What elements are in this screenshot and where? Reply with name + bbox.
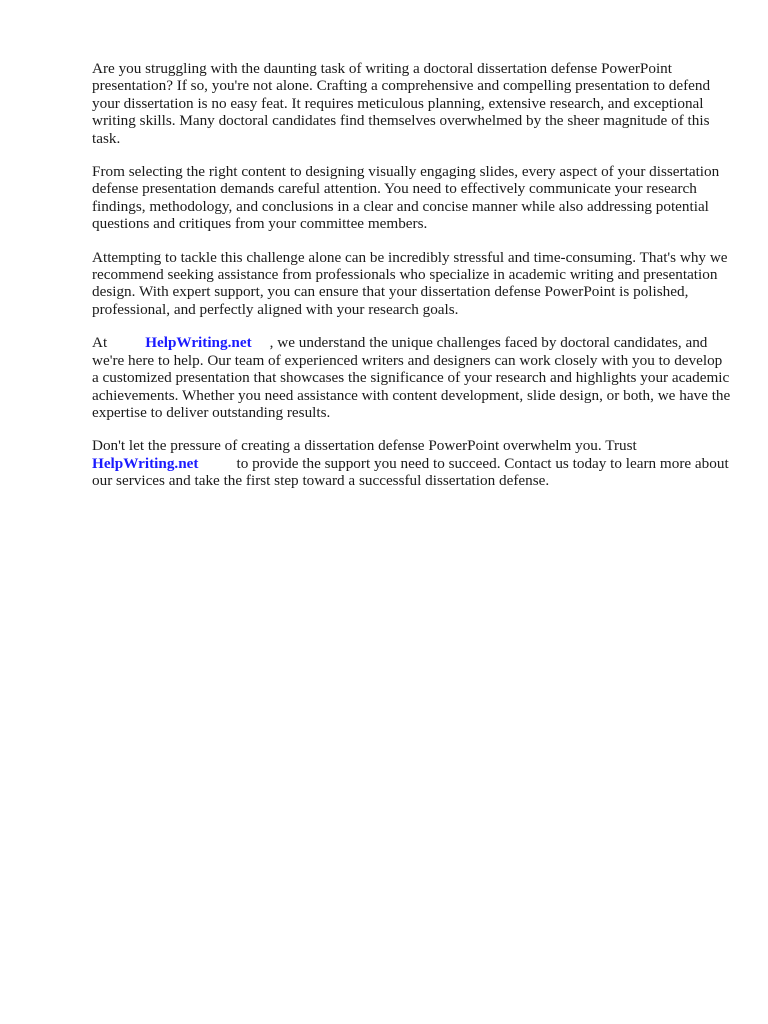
helpwriting-link[interactable]: HelpWriting.net (92, 454, 199, 472)
paragraph-intro: Are you struggling with the daunting task of writing a doctoral dissertation defense PowerPoint presentation? If so, you're not alone. Crafting a comprehensive and compelling presentation to defend your dissertation is no easy feat. It requires meticulous planning, extensive research, and exceptional writing skills. Many doctoral candidates find themselves overwhelmed by the sheer magnitude of this task. (92, 60, 711, 147)
helpwriting-link[interactable]: HelpWriting.net (145, 334, 252, 352)
paragraph-content-design: From selecting the right content to designing visually engaging slides, every aspect of your dissertation defense presentation demands careful attention. You need to effectively communicate your research findings, methodology, and conclusions in a clear and concise manner while also addressing potential questions and critiques from your committee members. (92, 163, 720, 233)
paragraph-prefix-text: Don't let the pressure of creating a dissertation defense PowerPoint overwhelm you. Trust (92, 437, 637, 455)
paragraph-suffix-text: to provide the support you need to succeed. Contact us today to learn more about our services and take the first step toward a successful dissertation defense. (92, 454, 729, 490)
document-body (92, 60, 732, 506)
paragraph-prefix-text: At (92, 334, 108, 352)
paragraph-helpwriting-intro (92, 334, 732, 421)
paragraph-assistance: Attempting to tackle this challenge alone can be incredibly stressful and time-consuming. That's why we recommend seeking assistance from professionals who specialize in academic writing and presentation design. With expert support, you can ensure that your dissertation defense PowerPoint is polished, professional, and perfectly aligned with your research goals. (92, 248, 728, 318)
paragraph-call-to-action (92, 437, 732, 489)
paragraph-suffix-text: , we understand the unique challenges faced by doctoral candidates, and we're here to help. Our team of experienced writers and designers can work closely with you to develop a customized presentation that showcases the significance of your research and highlights your academic achievements. Whether you need assistance with content development, slide design, or both, we have the expertise to deliver outstanding results. (92, 334, 731, 421)
